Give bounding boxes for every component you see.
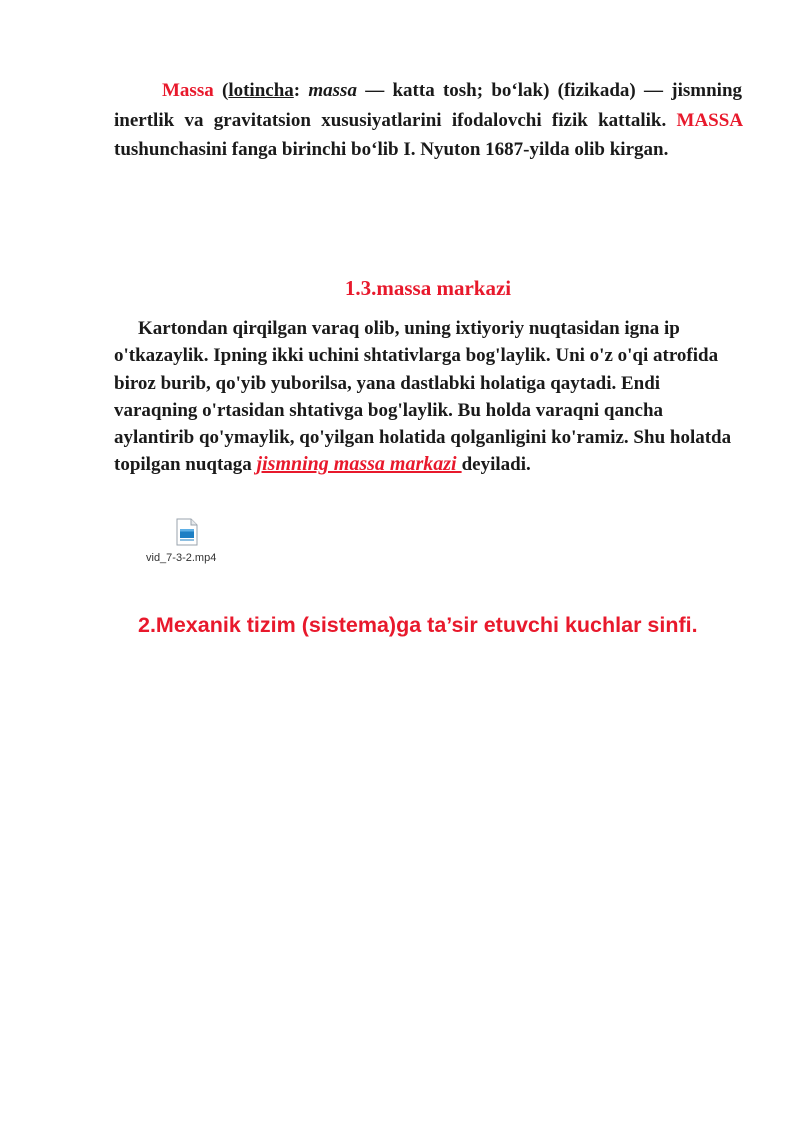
video-file-icon xyxy=(176,518,198,546)
paragraph-body: Kartondan qirqilgan varaq olib, uning ixtiyoriy nuqtasidan igna ip o'tkazaylik. Ipning ikki uchini shtativlarga bog'laylik. Uni o'z o'qi atrofida biroz burib, qo'yib yuborilsa, yana dastlabki holatiga qaytadi. Endi varaqning o'rtasidan shtativga bog'laylik. Bu holda varaqni qancha aylantirib qo'ymaylik, qo'yilgan holatida qolganligini ko'ramiz. Shu holatda topilgan nuqtaga xyxy=(114,318,732,476)
section-heading-2: 2.Mexanik tizim (sistema)ga ta’sir etuvchi kuchlar sinfi. xyxy=(138,613,698,637)
term-massa: Massa xyxy=(162,80,214,101)
definition-text: — katta tosh; bo‘lak) (fizikada) — jismning inertlik va gravitatsion xususiyatlarini ifodalovchi fizik kattalik. xyxy=(114,80,743,131)
term-massa-caps: MASSA xyxy=(676,109,742,131)
latin-word: massa xyxy=(308,80,357,101)
center-of-mass-paragraph xyxy=(114,315,744,479)
lang-label: lotincha xyxy=(228,80,294,101)
center-of-mass-link[interactable]: jismning massa markazi xyxy=(256,453,462,476)
video-attachment[interactable] xyxy=(146,518,230,564)
history-text: tushunchasini fanga birinchi bo‘lib I. Nyuton 1687-yilda olib kirgan. xyxy=(114,139,669,160)
attachment-filename: vid_7-3-2.mp4 xyxy=(146,552,217,564)
paragraph-tail: deyiladi. xyxy=(461,454,531,476)
section-title: 1.3.massa markazi xyxy=(344,276,512,300)
massa-definition-paragraph: Massa (lotincha: massa — katta tosh; bo‘lak) (fizikada) — jismning inertlik va gravitatsion xususiyatlarini ifodalovchi fizik kattalik. MASSA tushunchasini fanga birinchi bo‘lib I. Nyuton 1687-yilda olib kirgan. xyxy=(114,80,743,160)
